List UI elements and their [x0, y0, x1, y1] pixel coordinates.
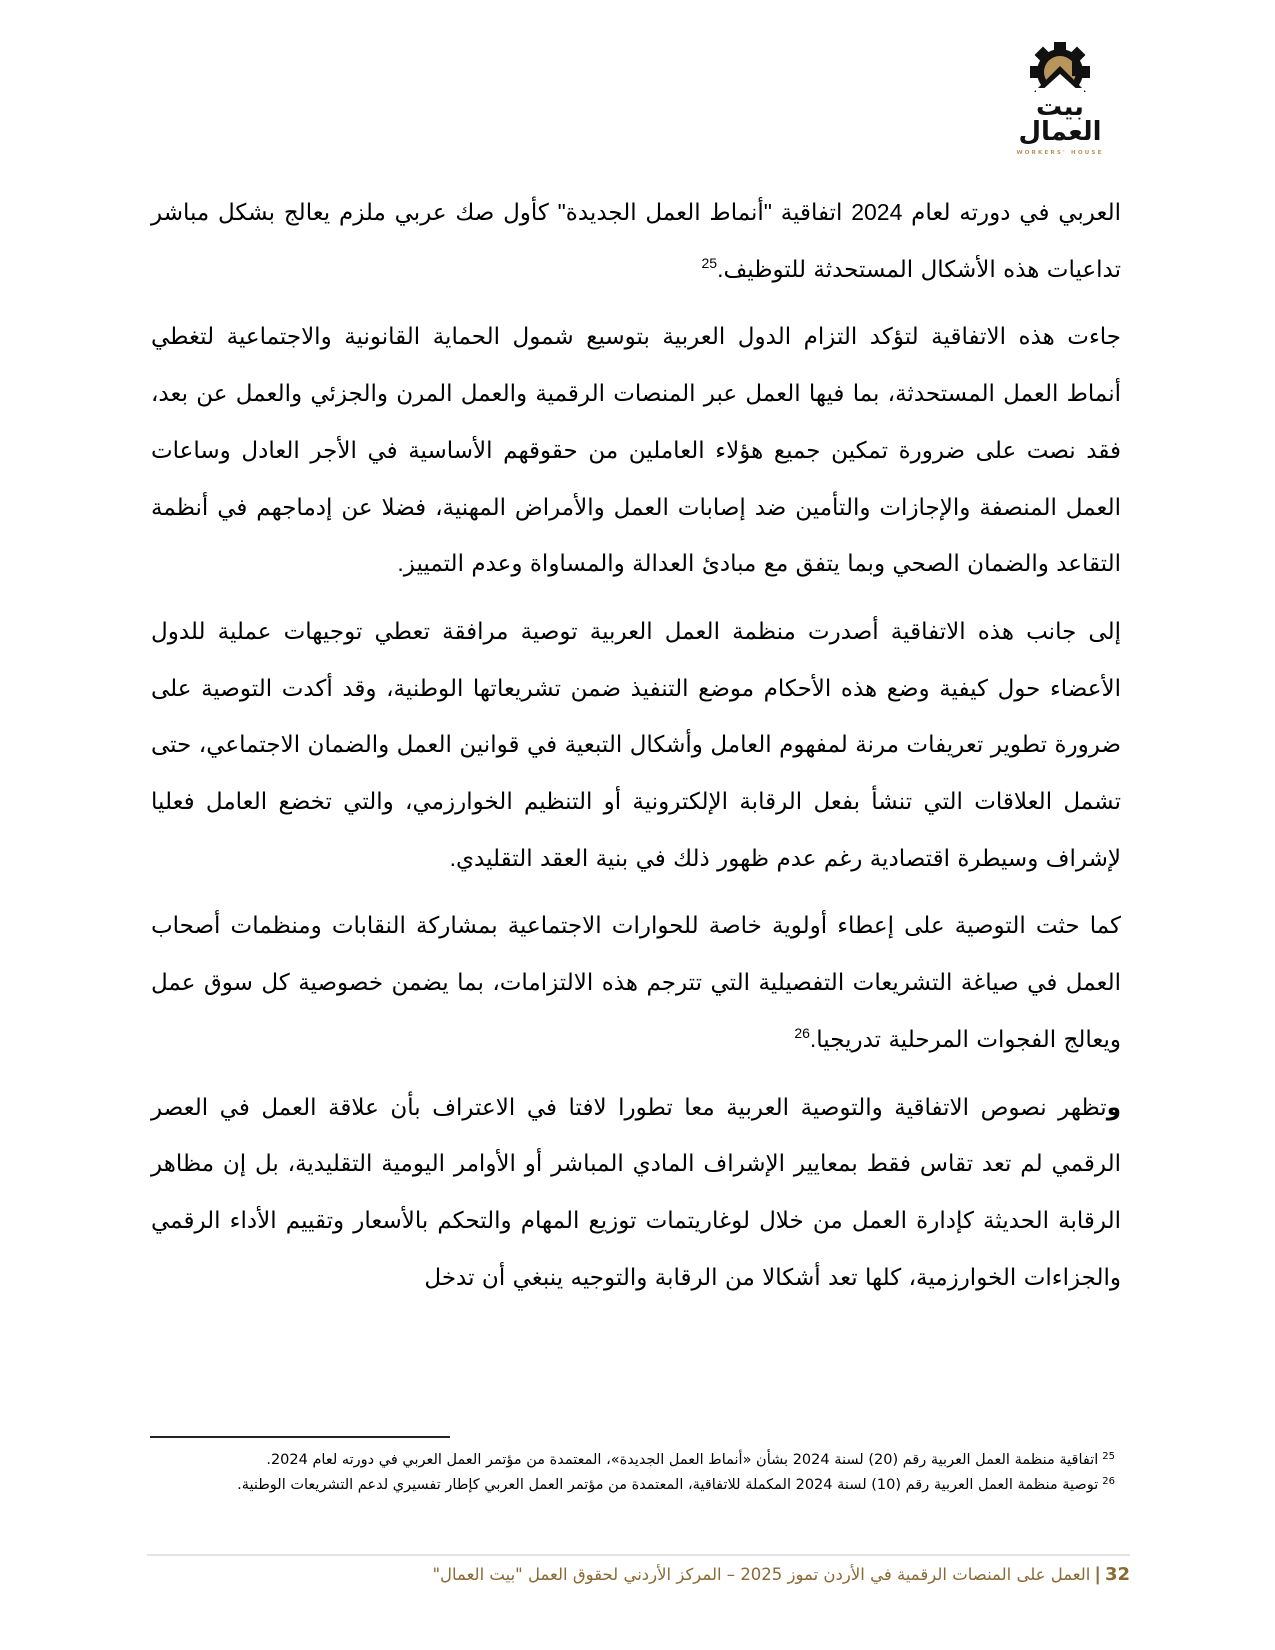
footnote-number: 26 — [1102, 1476, 1115, 1487]
footnote-separator — [150, 1436, 450, 1438]
footnote-text: اتفاقية منظمة العمل العربية رقم (20) لسنة 2024 بشأن «أنماط العمل الجديدة»، المعتمدة من مؤتمر العمل العربي في دورته لعام 2024. — [266, 1452, 1099, 1468]
paragraph-text: كما حثت التوصية على إعطاء أولوية خاصة للحوارات الاجتماعية بمشاركة النقابات ومنظمات أصحاب العمل في صياغة التشريعات التفصيلية التي تترجم هذه الالتزامات، بما يضمن خصوصية كل سوق عمل ويعالج الفجوات المرحلية تدريجيا. — [151, 912, 1121, 1052]
paragraph-text: جاءت هذه الاتفاقية لتؤكد التزام الدول العربية بتوسيع شمول الحماية القانونية والاجتماعية لتغطي أنماط العمل المستحدثة، بما فيها العمل عبر المنصات الرقمية والعمل المرن والجزئي والعمل عن بعد، فقد نصت على ضرورة تمكين جميع هؤلاء العاملين من حقوقهم الأساسية في الأجر العادل وساعات العمل المنصفة والإجازات والتأمين ضد إصابات العمل والأمراض المهنية، فضلا عن إدماجهم في أنظمة التقاعد والضمان الصحي وبما يتفق مع مبادئ العدالة والمساواة وعدم التمييز. — [151, 323, 1121, 577]
footnote-25 — [150, 1446, 1115, 1471]
logo-arabic-line1: بيت — [1036, 92, 1084, 122]
paragraph-1 — [151, 184, 1121, 297]
paragraph-5 — [151, 1079, 1121, 1306]
footer-divider — [147, 1554, 1130, 1556]
document-body — [151, 184, 1121, 1316]
footnote-text: توصية منظمة العمل العربية رقم (10) لسنة 2024 المكملة للاتفاقية، المعتمدة من مؤتمر العمل العربي كإطار تفسيري لدعم التشريعات الوطنية. — [237, 1477, 1099, 1493]
footnote-number: 25 — [1102, 1451, 1115, 1462]
paragraph-text: إلى جانب هذه الاتفاقية أصدرت منظمة العمل العربية توصية مرافقة تعطي توجيهات عملية للدول الأعضاء حول كيفية وضع هذه الأحكام موضع التنفيذ ضمن تشريعاتها الوطنية، وقد أكدت التوصية على ضرورة تطوير تعريفات مرنة لمفهوم العامل وأشكال التبعية في قوانين العمل والضمان الاجتماعي، حتى تشمل العلاقات التي تنشأ بفعل الرقابة الإلكترونية أو التنظيم الخوارزمي، والتي تخضع العامل فعليا لإشراف وسيطرة اقتصادية رغم عدم ظهور ذلك في بنية العقد التقليدي. — [151, 617, 1121, 871]
footnotes — [150, 1446, 1115, 1496]
footnote-26 — [150, 1471, 1115, 1496]
logo-english-text: WORKERS' HOUSE — [1016, 150, 1104, 156]
logo-arabic-line2: العمال — [1018, 117, 1102, 147]
paragraph-3 — [151, 603, 1121, 887]
paragraph-2 — [151, 308, 1121, 592]
page-number: 32 — [1104, 1564, 1130, 1585]
footnote-ref-25[interactable]: 25 — [701, 254, 718, 271]
paragraph-4 — [151, 897, 1121, 1067]
paragraph-text: العربي في دورته لعام 2024 اتفاقية "أنماط العمل الجديدة" كأول صك عربي ملزم يعالج بشكل مباشر تداعيات هذه الأشكال المستحدثة للتوظيف. — [151, 199, 1121, 282]
footnote-ref-26[interactable]: 26 — [794, 1024, 810, 1041]
footer-separator: | — [1094, 1564, 1101, 1585]
paragraph-text: تظهر نصوص الاتفاقية والتوصية العربية معا تطورا لافتا في الاعتراف بأن علاقة العمل في العصر الرقمي لم تعد تقاس فقط بمعايير الإشراف المادي المباشر أو الأوامر اليومية التقليدية، بل إن مظاهر الرقابة الحديثة كإدارة العمل من خلال لوغاريتمات توزيع المهام والتحكم بالأسعار وتقييم الأداء الرقمي والجزاءات الخوارزمية، كلها تعد أشكالا من الرقابة والتوجيه ينبغي أن تدخل — [151, 1093, 1121, 1290]
workers-house-logo — [1012, 42, 1108, 162]
paragraph-lead-letter: و — [1106, 1093, 1121, 1120]
page-footer — [420, 1563, 1130, 1587]
footer-text: العمل على المنصات الرقمية في الأردن تموز 2025 – المركز الأردني لحقوق العمل "بيت العمال" — [432, 1565, 1091, 1584]
